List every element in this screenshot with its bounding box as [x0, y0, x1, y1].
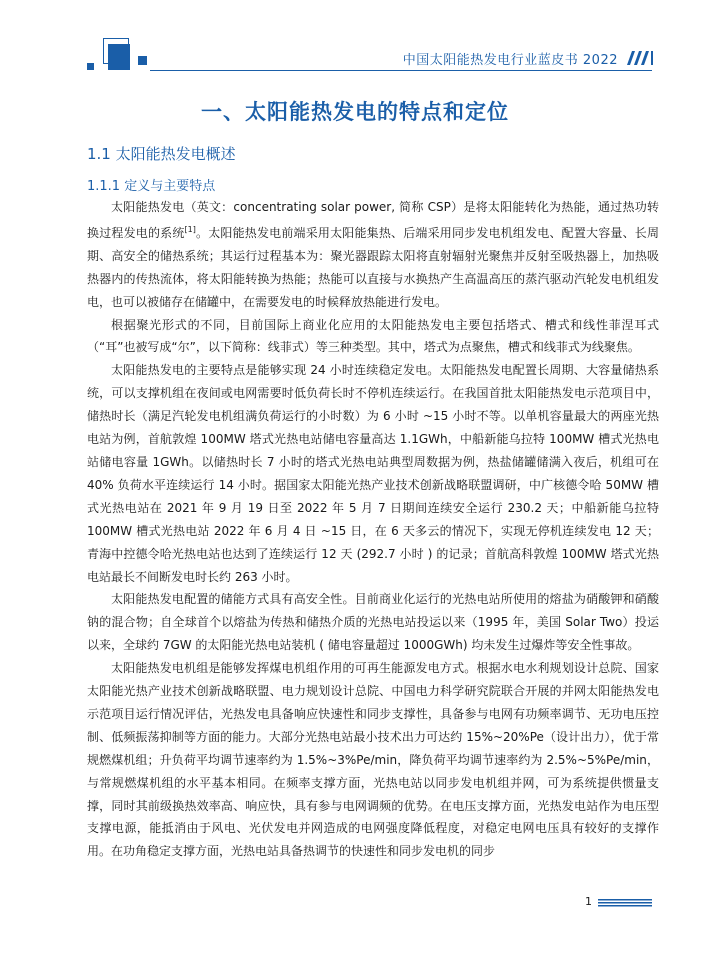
subsection-heading: 1.1.1 定义与主要特点 — [87, 179, 216, 194]
citation-ref: [1] — [184, 224, 196, 234]
footer-stripes-icon — [598, 899, 652, 907]
header-rule — [150, 70, 652, 71]
logo-square-small — [87, 63, 94, 70]
body-text — [87, 196, 659, 863]
paragraph-text: 。太阳能热发电前端采用太阳能集热、后端采用同步发电机组发电、配置大容量、长周期、高安全的储热系统；其运行过程基本为：聚光器跟踪太阳将直射辐射光聚焦并反射至吸热器上，加热吸热器内的传热流体，将太阳能转换为热能；热能可以直接与水换热产生高温高压的蒸汽驱动汽轮发电机组发电，也可以被储存在储罐中，在需要发电的时候释放热能进行发电。 — [87, 225, 659, 309]
chapter-title: 一、太阳能热发电的特点和定位 — [201, 100, 509, 124]
paragraph-definition — [87, 196, 659, 314]
paragraph-continuous: 太阳能热发电的主要特点是能够实现 24 小时连续稳定发电。太阳能热发电配置长周期、大容量储热系统，可以支撑机组在夜间或电网需要时低负荷长时不停机连续运行。在我国首批太阳能热发电示范项目中，储热时长（满足汽轮发电机组满负荷运行的小时数）为 6 小时 ~15 小时不等。以单机容量最大的两座光热电站为例，首航敦煌 100MW 塔式光热电站储电容量高达 1.1GWh，中船新能乌拉特 100MW 槽式光热电站储电容量 1GWh。以储热时长 7 小时的塔式光热电站典型周数据为例，热盐储罐储满入夜后，机组可在 40% 负荷水平连续运行 14 小时。据国家太阳能光热产业技术创新战略联盟调研，中广核德令哈 50MW 槽式光热电站在 2021 年 9 月 19 日至 2022 年 5 月 7 日期间连续安全运行 230.2 天；中船新能乌拉特 100MW 槽式光热电站 2022 年 6 月 4 日 ~15 日，在 6 天多云的情况下，实现无停机连续发电 12 天；青海中控德令哈光热电站也达到了连续运行 12 天 (292.7 小时 ) 的记录；首航高科敦煌 100MW 塔式光热电站最长不间断发电时长约 263 小时。 — [87, 363, 659, 584]
paragraph-safety: 太阳能热发电配置的储能方式具有高安全性。目前商业化运行的光热电站所使用的熔盐为硝酸钾和硝酸钠的混合物；自全球首个以熔盐为传热和储热介质的光热电站投运以来（1995 年，美国 Solar Two）投运以来，全球约 7GW 的太阳能光热电站装机 ( 储电容量超过 1000GWh) 均未发生过爆炸等安全性事故。 — [87, 592, 659, 653]
header-title: 中国太阳能热发电行业蓝皮书 2022 — [402, 53, 618, 68]
paragraph-grid-support: 太阳能热发电机组是能够发挥煤电机组作用的可再生能源发电方式。根据水电水利规划设计总院、国家太阳能光热产业技术创新战略联盟、电力规划设计总院、中国电力科学研究院联合开展的并网太阳能热发电示范项目运行情况评估，光热发电具备响应快速性和同步支撑性，具备参与电网有功频率调节、无功电压控制、低频振荡抑制等方面的能力。大部分光热电站最小技术出力可达约 15%~20%Pe（设计出力），优于常规燃煤机组；升负荷平均调节速率约为 1.5%~3%Pe/min，降负荷平均调节速率约为 2.5%~5%Pe/min，与常规燃煤机组的水平基本相同。在频率支撑方面，光热电站以同步发电机组并网，可为系统提供惯量支撑，同时其前级换热效率高、响应快，具有参与电网调频的优势。在电压支撑方面，光热发电站作为电压型支撑电源，能抵消由于风电、光伏发电并网造成的电网强度降低程度，对稳定电网电压具有较好的支撑作用。在功角稳定支撑方面，光热电站具备热调节的快速性和同步发电机的同步 — [87, 661, 659, 859]
page-number: 1 — [585, 895, 592, 908]
paragraph-text: 太阳能热发电（英文：concentrating solar power, 简称 CSP）是将太阳能转化为热能，通过热功转换过程发电的系统 — [87, 200, 659, 240]
page-header — [0, 0, 710, 80]
slashes-icon — [624, 51, 654, 65]
logo-square-accent — [138, 56, 147, 65]
paragraph-types: 根据聚光形式的不同，目前国际上商业化应用的太阳能热发电主要包括塔式、槽式和线性菲涅耳式（“耳”也被写成“尔”，以下简称：线菲式）等三种类型。其中，塔式为点聚焦，槽式和线菲式为线聚焦。 — [87, 317, 659, 355]
logo-square-filled — [108, 44, 130, 70]
section-heading: 1.1 太阳能热发电概述 — [87, 145, 236, 163]
